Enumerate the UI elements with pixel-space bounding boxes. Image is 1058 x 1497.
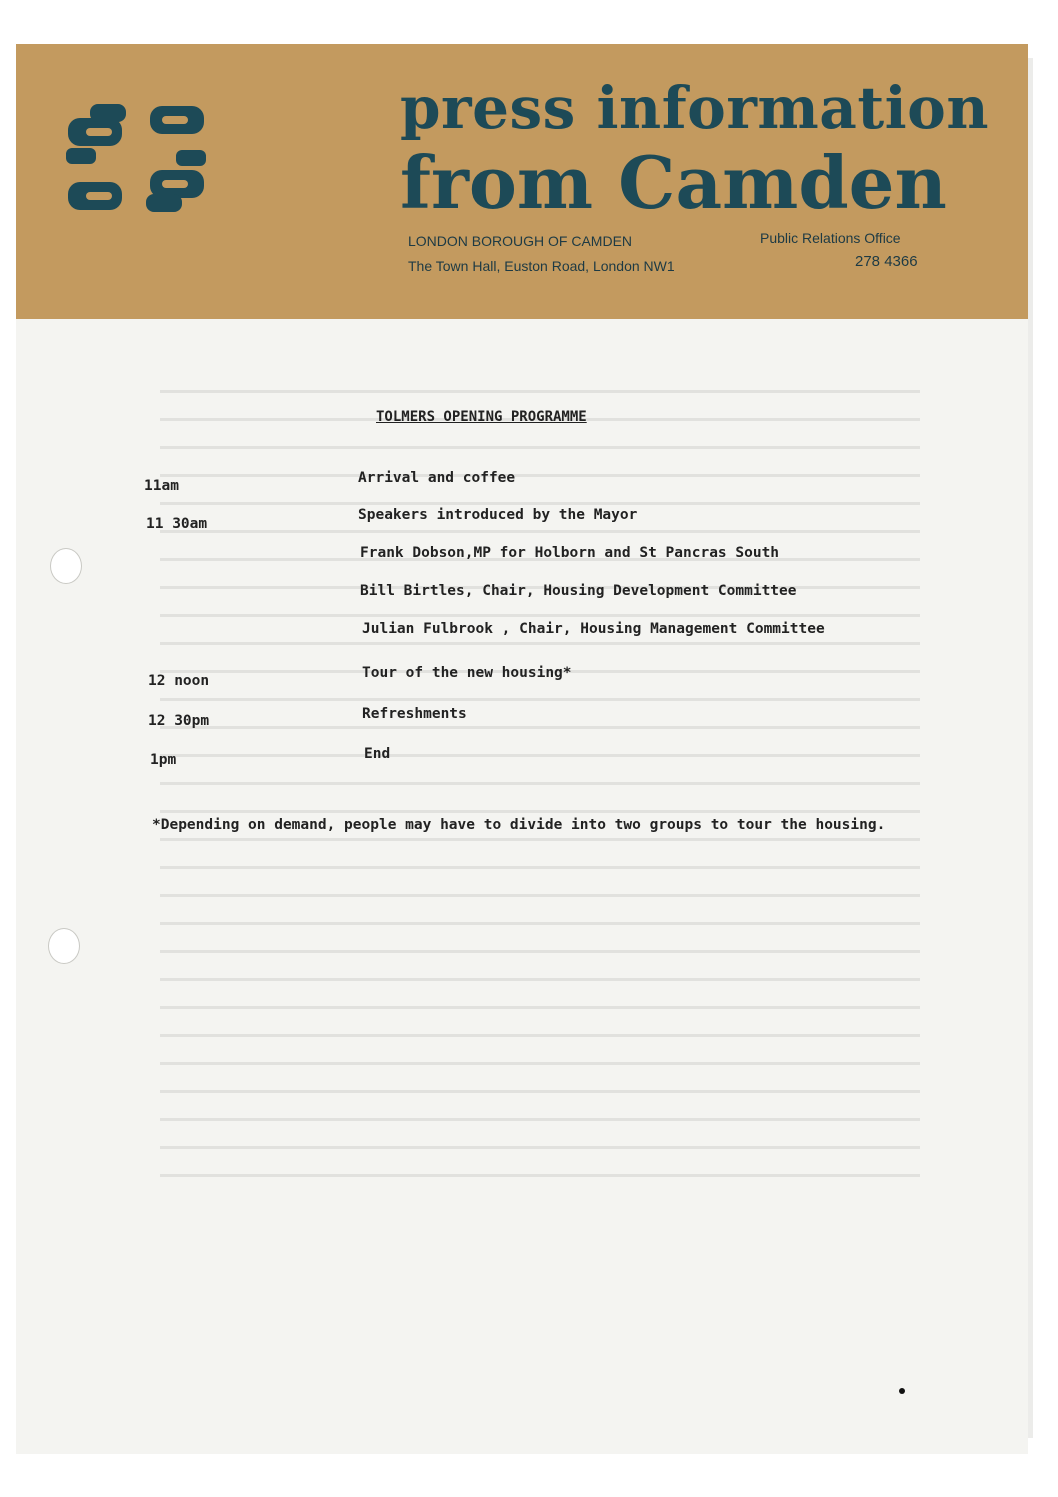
programme-time: 12 30pm <box>148 713 210 729</box>
programme-title: TOLMERS OPENING PROGRAMME <box>376 409 587 425</box>
programme-item: Arrival and coffee <box>358 470 516 486</box>
org-name: LONDON BOROUGH OF CAMDEN <box>408 233 633 249</box>
programme-time: 12 noon <box>148 673 210 689</box>
programme-item: Bill Birtles, Chair, Housing Development Committee <box>360 583 797 599</box>
programme-item: Frank Dobson,MP for Holborn and St Pancras South <box>360 545 780 561</box>
programme-item: End <box>364 746 391 762</box>
letterhead-title-line1: press information <box>400 74 990 142</box>
ink-speck <box>899 1388 905 1394</box>
programme-time: 11am <box>144 478 179 494</box>
office-phone: 278 4366 <box>855 253 918 270</box>
punch-hole <box>50 548 82 584</box>
programme-item: Refreshments <box>362 706 467 722</box>
programme-item: Tour of the new housing* <box>362 665 572 681</box>
programme-item: Julian Fulbrook , Chair, Housing Management Committee <box>362 621 825 637</box>
footnote: *Depending on demand, people may have to divide into two groups to tour the housing. <box>152 817 886 833</box>
camden-logo-icon <box>66 104 206 212</box>
programme-time: 1pm <box>150 752 177 768</box>
bleed-through-text <box>160 380 920 1200</box>
letterhead-title-line2: from Camden <box>400 140 947 225</box>
org-address: The Town Hall, Euston Road, London NW1 <box>408 258 675 274</box>
programme-time: 11 30am <box>146 516 208 532</box>
programme-item: Speakers introduced by the Mayor <box>358 507 638 523</box>
punch-hole <box>48 928 80 964</box>
office-name: Public Relations Office <box>760 230 901 246</box>
